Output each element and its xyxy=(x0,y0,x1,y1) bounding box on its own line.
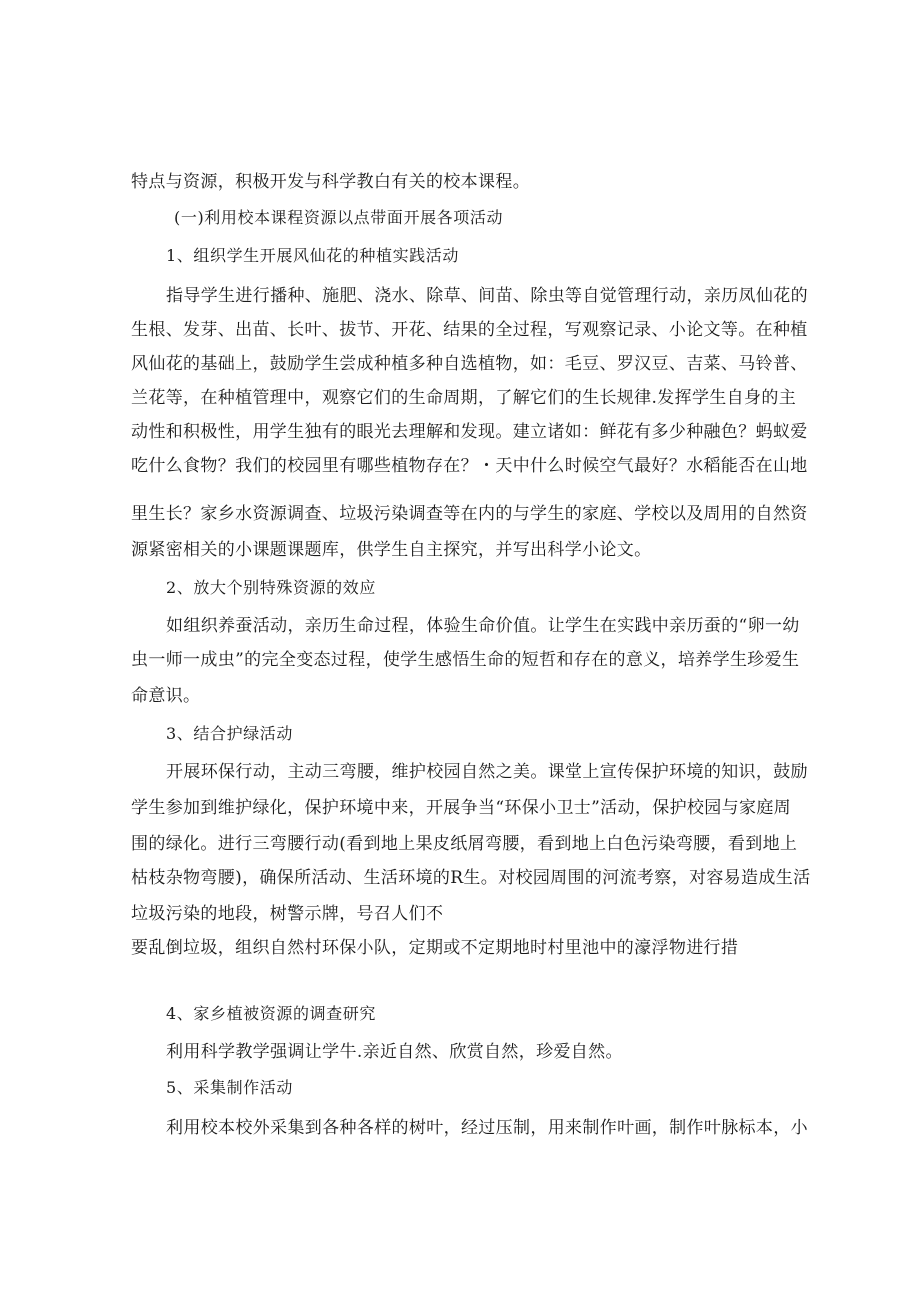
item-1-line: 吃什么食物？我们的校园里有哪些植物存在？・天中什么时候空气最好？水稻能否在山地 xyxy=(131,456,808,476)
item-1-line: 里生长？家乡水资源调查、垃圾污染调查等在内的与学生的家庭、学校以及周用的自然资 xyxy=(131,504,808,524)
item-1-line: 源紧密相关的小课题课题库，供学生自主探究，并写出科学小论文。 xyxy=(131,540,652,560)
item-1-line: 风仙花的基础上，鼓励学生尝成种植多种自选植物，如：毛豆、罗汉豆、吉菜、马铃普、 xyxy=(131,354,808,374)
item-3-line: 枯枝杂物弯腰)，确保所活动、生活环境的R生。对校园周围的河流考察，对容易造成生活 xyxy=(131,868,811,888)
item-5-heading: 5、采集制作活动 xyxy=(166,1078,293,1097)
continuation-paragraph: 特点与资源，积极开发与科学教白有关的校本课程。 xyxy=(131,172,531,192)
item-3-line: 要乱倒垃圾，组织自然村环保小队，定期或不定期地时村里池中的濠浮物进行措 xyxy=(131,938,739,958)
item-1-line: 生根、发芽、出苗、长叶、拔节、开花、结果的全过程，写观察记录、小论文等。在种植 xyxy=(131,320,808,340)
item-5-line: 利用校本校外采集到各种各样的树叶，经过压制，用来制作叶画，制作叶脉标本，小 xyxy=(166,1118,808,1138)
item-3-line: 学生参加到维护绿化，保护环境中来，开展争当“环保小卫士”活动，保护校园与家庭周 xyxy=(131,798,792,818)
item-2-line: 虫一师一成虫”的完全变态过程，使学生感悟生命的短哲和存在的意义，培养学生珍爱生 xyxy=(131,650,800,670)
item-2-line: 如组织养蚕活动，亲历生命过程，体验生命价值。让学生在实践中亲历蚕的“卵一幼 xyxy=(166,616,800,636)
item-1-heading: 1、组织学生开展风仙花的种植实践活动 xyxy=(166,246,459,265)
item-4-heading: 4、家乡植被资源的调查研究 xyxy=(166,1004,376,1023)
item-4-line: 利用科学教学强调让学牛.亲近自然、欣赏自然，珍爱自然。 xyxy=(166,1042,623,1062)
item-2-line: 命意识。 xyxy=(131,686,201,706)
item-1-line: 动性和积极性，用学生独有的眼光去理解和发现。建立诸如：鲜花有多少种融色？蚂蚁爱 xyxy=(131,422,808,442)
section-heading: (一)利用校本课程资源以点带面开展各项活动 xyxy=(174,208,504,227)
item-3-line: 垃圾污染的地段，树警示牌，号召人们不 xyxy=(131,904,444,924)
item-2-heading: 2、放大个别特殊资源的效应 xyxy=(166,578,376,597)
item-1-line: 指导学生进行播种、施肥、浇水、除草、间苗、除虫等自觉管理行动，亲历凤仙花的 xyxy=(166,286,808,306)
item-3-heading: 3、结合护绿活动 xyxy=(166,724,293,743)
item-3-line: 围的绿化。进行三弯腰行动(看到地上果皮纸屑弯腰，看到地上白色污染弯腰，看到地上 xyxy=(131,834,798,854)
item-1-line: 兰花等，在种植管理中，观察它们的生命周期，了解它们的生长规律.发挥学生自身的主 xyxy=(131,388,797,408)
item-3-line: 开展环保行动，主动三弯腰，维护校园自然之美。课堂上宣传保护环境的知识，鼓励 xyxy=(166,762,808,782)
